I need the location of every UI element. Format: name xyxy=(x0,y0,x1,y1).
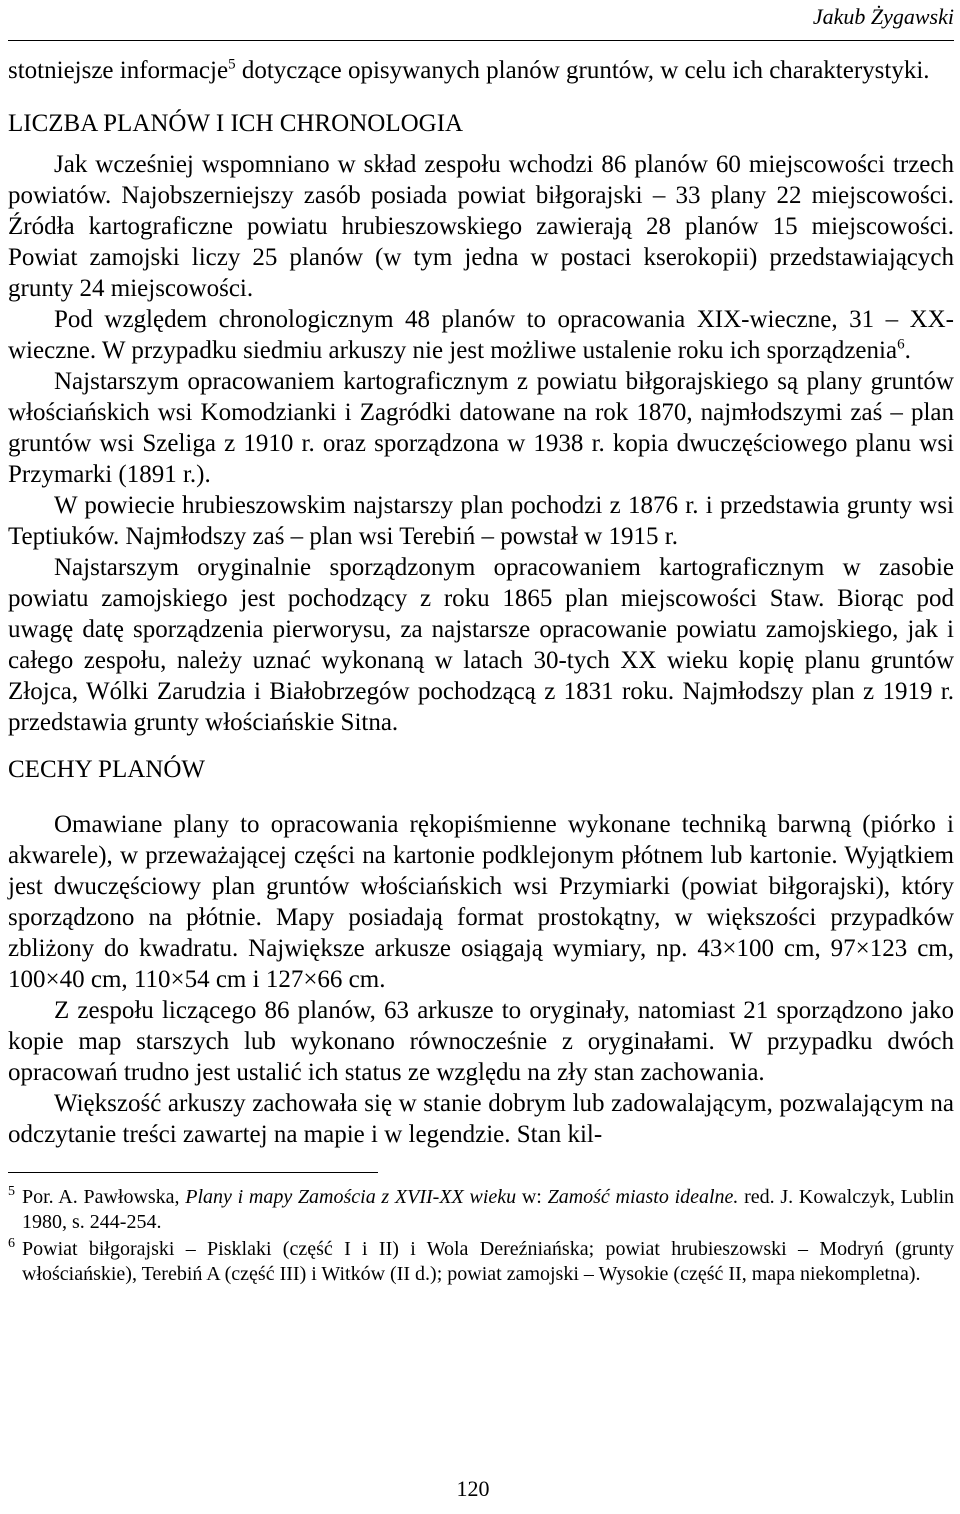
dimension: 100×40 cm xyxy=(8,966,122,993)
paragraph: Większość arkuszy zachowała się w stanie dobrym lub zadowalającym, pozwalającym na odczytanie treści zawartej na mapie i w legendzie. Stan kil- xyxy=(8,1090,954,1148)
section-heading-features: CECHY PLANÓW xyxy=(8,756,205,783)
paragraph xyxy=(8,304,954,366)
header-author: Jakub Żygawski xyxy=(812,4,954,29)
footnote-5 xyxy=(8,1185,954,1235)
running-header xyxy=(8,0,954,41)
footnotes xyxy=(8,1185,954,1287)
footnote-separator xyxy=(8,1172,378,1173)
dimension: 43×100 cm xyxy=(697,935,815,962)
intro-paragraph xyxy=(8,55,954,86)
intro-text-cont: dotyczące opisywanych planów gruntów, w celu ich charakterystyki. xyxy=(235,57,930,84)
paragraph-end: . xyxy=(904,337,911,364)
footnote-text: Por. A. Pawłowska, xyxy=(22,1186,186,1208)
intro-text: stotniejsze informacje xyxy=(8,57,229,84)
paragraph: Najstarszym opracowaniem kartograficznym z powiatu biłgorajskiego są plany gruntów włościańskich wsi Komodzianki i Zagródki datowane na rok 1870, najmłodszymi zaś – plan gruntów wsi Szeliga z 1910 r. oraz sporządzona w 1938 r. kopia dwuczęściowego planu wsi Przymarki (1891 r.). xyxy=(8,368,954,488)
footnote-6 xyxy=(8,1237,954,1287)
footnote-ref-6[interactable]: 6 xyxy=(897,336,905,353)
paragraph-text: Omawiane plany to opracowania rękopiśmienne wykonane techniką barwną (piórko i akwarele), w przeważającej części na kartonie podklejonym płótnem lub kartonie. Wyjątkiem jest dwuczęściowy plan gruntów włościańskich wsi Przymiarki (powiat biłgorajski), który sporządzono na płótnie. Mapy posiadają format prostokątny, w większości przypadków zbliżony do kwadratu. Największe arkusze osiągają wymiary, np. xyxy=(8,811,954,962)
paragraph: W powiecie hrubieszowskim najstarszy plan pochodzi z 1876 r. i przedstawia grunty wsi Teptiuków. Najmłodszy zaś – plan wsi Terebiń – powstał w 1915 r. xyxy=(8,492,954,550)
footnote-title: Plany i mapy Zamościa z XVII-XX wieku xyxy=(185,1186,517,1208)
footnote-number: 6 xyxy=(8,1236,15,1251)
footnote-ref-5[interactable]: 5 xyxy=(228,56,236,73)
footnote-title: Zamość miasto idealne. xyxy=(547,1186,739,1208)
section-heading-count: LICZBA PLANÓW I ICH CHRONOLOGIA xyxy=(8,110,464,137)
footnote-text: w: xyxy=(516,1186,548,1208)
dimension: 127×66 cm xyxy=(265,966,380,993)
paragraph-text: Pod względem chronologicznym 48 planów to opracowania XIX-wieczne, 31 – XX-wieczne. W przypadku siedmiu arkuszy nie jest możliwe ustalenie roku ich sporządzenia xyxy=(8,306,954,364)
document-page xyxy=(8,0,954,1289)
dimension: 97×123 cm xyxy=(830,935,948,962)
page-number: 120 xyxy=(456,1476,490,1501)
paragraph: Najstarszym oryginalnie sporządzonym opracowaniem kartograficznym w zasobie powiatu zamojskiego jest pochodzący z roku 1865 plan miejscowości Staw. Biorąc pod uwagę datę sporządzenia pierworysu, za najstarsze opracowanie powiatu zamojskiego, jak i całego zespołu, należy uznać wykonaną w latach 30-tych XX wieku kopię planu gruntów Złojca, Wólki Zarudzia i Białobrzegów pochodzącą z 1831 roku. Najmłodszy plan z 1919 r. przedstawia grunty włościańskie Sitna. xyxy=(8,554,954,736)
paragraph: Jak wcześniej wspomniano w skład zespołu wchodzi 86 planów 60 miejscowości trzech powiatów. Najobszerniejszy zasób posiada powiat biłgorajski – 33 plany 22 miejscowości. Źródła kartograficzne powiatu hrubieszowskiego zawierają 28 planów 15 miejscowości. Powiat zamojski liczy 25 planów (w tym jedna w postaci kserokopii) przedstawiających grunty 24 miejscowości. xyxy=(8,151,954,302)
footnote-text: Powiat biłgorajski – Pisklaki (część I i II) i Wola Dereźniańska; powiat hrubieszowski – Modryń (grunty włościańskie), Terebiń A (część III) i Witków (II d.); powiat zamojski – Wysokie (część II, mapa niekompletna). xyxy=(22,1238,954,1285)
paragraph: Omawiane plany to opracowania rękopiśmienne wykonane techniką barwną (piórko i akwarele), w przeważającej części na kartonie podklejonym płótnem lub kartonie. Wyjątkiem jest dwuczęściowy plan gruntów włościańskich wsi Przymiarki (powiat biłgorajski), który sporządzono na płótnie. Mapy posiadają format prostokątny, w większości przypadków zbliżony do kwadratu. Największe arkusze osiągają wymiary, np. 43×100 cm, 97×123 cm, 100×40 cm, 110×54 cm i 127×66 cm. xyxy=(8,811,954,993)
footnote-text: red. J. Kowalczyk, Lublin 1980, s. 244-254. xyxy=(22,1186,955,1233)
footnote-number: 5 xyxy=(8,1184,15,1199)
dimension: 110×54 cm xyxy=(133,966,247,993)
main-text xyxy=(8,55,954,1150)
paragraph: Z zespołu liczącego 86 planów, 63 arkusze to oryginały, natomiast 21 sporządzono jako kopie map starszych lub wykonano równocześnie z oryginałami. W przypadku dwóch opracowań trudno jest ustalić ich status ze względu na zły stan zachowania. xyxy=(8,997,954,1086)
